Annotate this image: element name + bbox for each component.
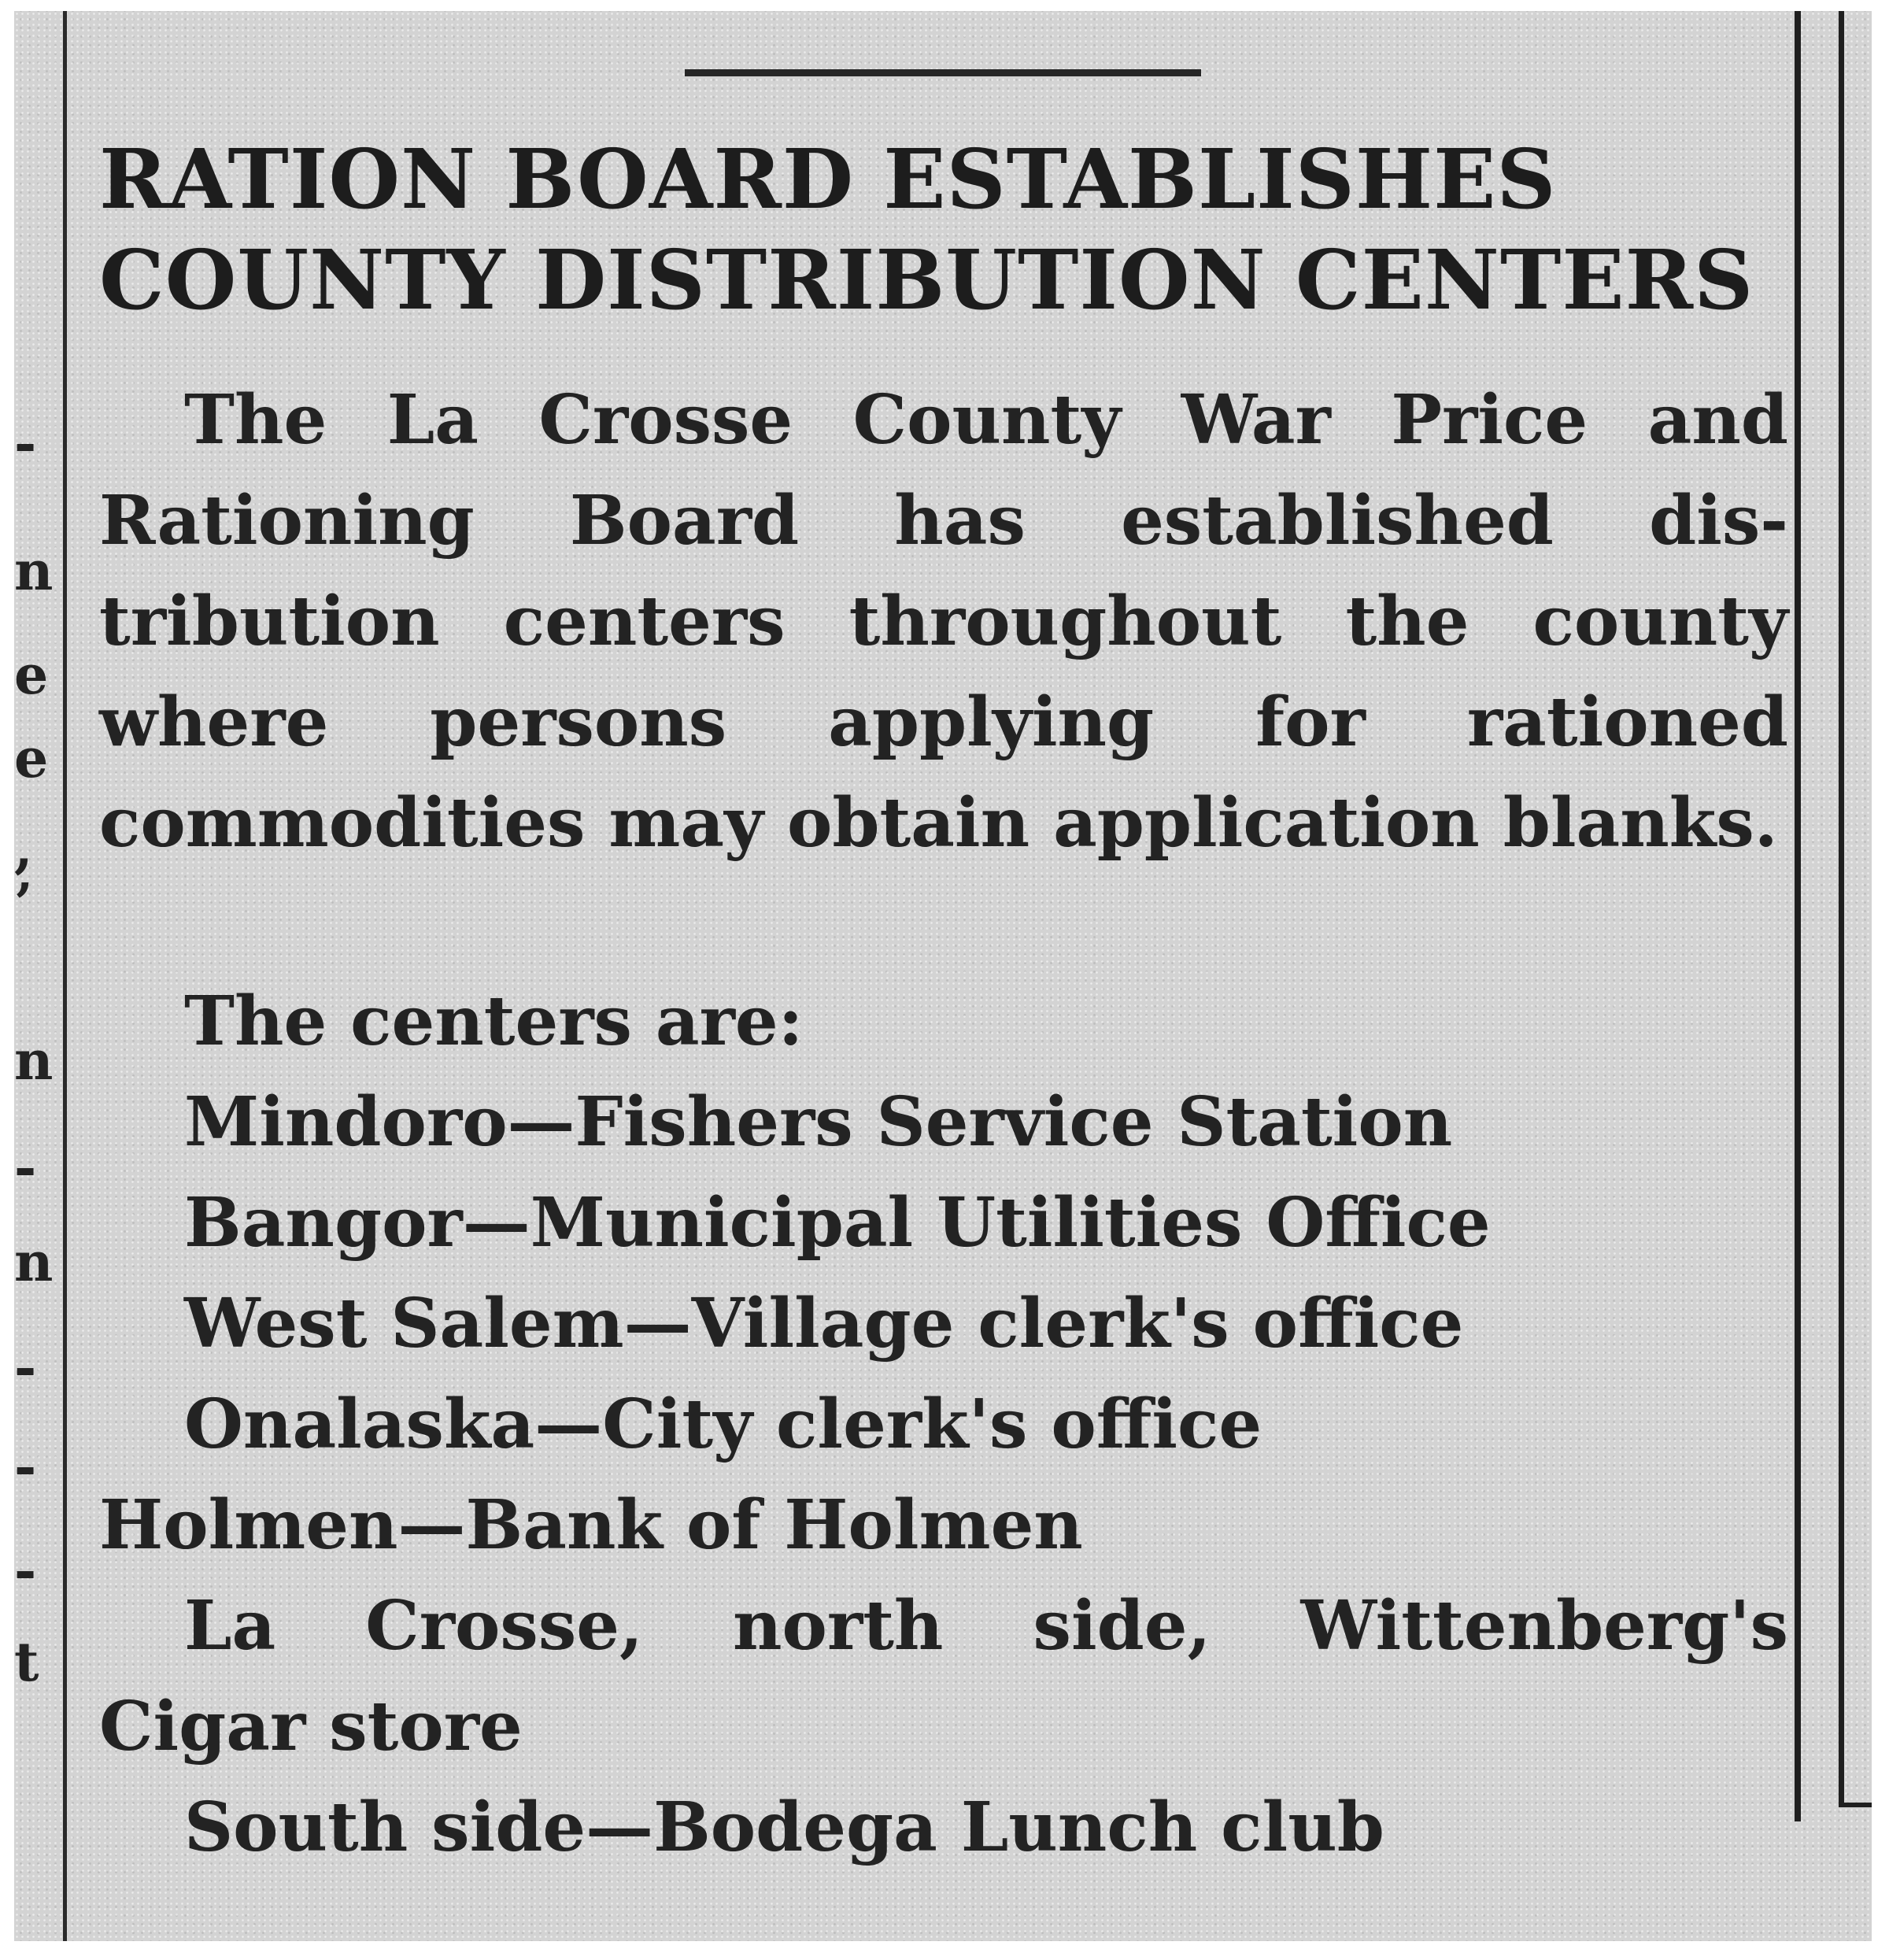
right-outer-rule [1839, 11, 1844, 1807]
left-column-fragment: e [14, 727, 49, 790]
left-column-fragment: ’ [14, 872, 33, 935]
newspaper-clipping [14, 11, 1872, 1941]
left-column-fragment: - [14, 1137, 37, 1200]
headline [99, 129, 1788, 331]
list-item: South side—Bodega Lunch club [184, 1788, 1384, 1867]
centers-list [99, 971, 1788, 1878]
headline-line: RATION BOARD ESTABLISHES [99, 131, 1557, 227]
headline-line: COUNTY DISTRIBUTION CENTERS [99, 231, 1754, 328]
list-item: West Salem—Village clerk's office [184, 1284, 1464, 1363]
left-column-fragment: n [14, 1030, 54, 1093]
left-column-fragment: e [14, 644, 49, 707]
left-column-fragment: n [14, 1231, 54, 1294]
left-column-rule [63, 11, 67, 1941]
left-column-fragment: n [14, 540, 54, 603]
headline-top-rule [685, 69, 1201, 76]
list-item [99, 1576, 1788, 1777]
list-item: Bangor—Municipal Utilities Office [184, 1183, 1491, 1263]
list-item: Holmen—Bank of Holmen [99, 1485, 1083, 1565]
left-column-fragment: - [14, 1337, 37, 1400]
list-intro: The centers are: [184, 982, 804, 1061]
list-item-line: La Crosse, north side, Wittenberg's [184, 1586, 1788, 1666]
left-column-fragment: , [14, 817, 33, 880]
left-column-fragment: t [14, 1631, 39, 1694]
list-item: Mindoro—Fishers Service Station [184, 1082, 1453, 1162]
list-item-line: Cigar store [99, 1687, 523, 1766]
left-column-fragment: - [14, 1540, 37, 1603]
right-column-rule [1795, 11, 1801, 1821]
list-item: Onalaska—City clerk's office [184, 1385, 1262, 1464]
right-rule-foot [1839, 1803, 1872, 1807]
article-paragraph: The La Crosse County War Price and Rationing Board has established distribution centers throughout the county where persons applying for rationed commodities may obtain application blanks. [99, 380, 1788, 863]
left-column-fragment: - [14, 1436, 37, 1499]
left-column-fragment: - [14, 412, 37, 475]
